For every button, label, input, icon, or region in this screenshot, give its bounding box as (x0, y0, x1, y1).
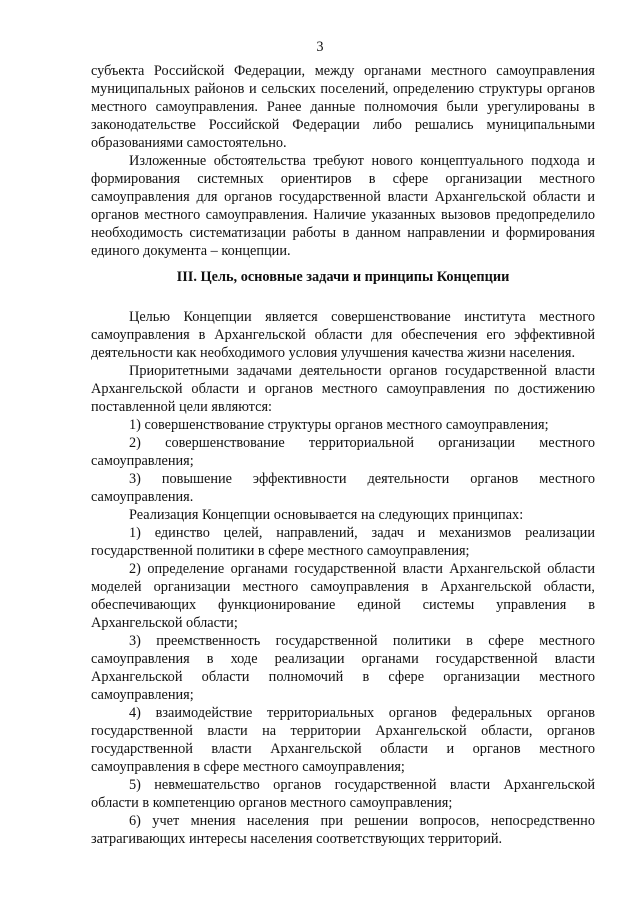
paragraph: Реализация Концепции основывается на следующих принципах: (129, 507, 524, 523)
paragraph: Изложенные обстоятельства требуют нового концептуального подхода и формирования системных ориентиров в сфере организации местного самоуправления для органов государственной власти Архангельской области и органов местного самоуправления. Наличие указанных вызовов предопределило необходимость систематизации работы в данном направлении и формирования единого документа – концепции. (91, 153, 595, 259)
list-item: 3) преемственность государственной политики в сфере местного самоуправления в ходе реализации органами государственной власти Архангельской области полномочий в сфере организации местного самоуправления; (91, 633, 595, 703)
paragraph: субъекта Российской Федерации, между органами местного самоуправления муниципальных районов и сельских поселений, определению структуры органов местного самоуправления. Ранее данные полномочия были урегулированы в законодательстве Российской Федерации либо решались муниципальными образованиями самостоятельно. (91, 63, 595, 151)
list-item: 2) совершенствование территориальной организации местного самоуправления; (91, 435, 595, 469)
paragraph: Приоритетными задачами деятельности органов государственной власти Архангельской области и органов местного самоуправления по достижению поставленной цели являются: (91, 363, 595, 415)
page-number: 3 (316, 39, 324, 55)
paragraph: Целью Концепции является совершенствование института местного самоуправления в Архангельской области для обеспечения его эффективной деятельности как необходимого условия улучшения качества жизни населения. (91, 309, 595, 361)
list-item: 4) взаимодействие территориальных органов федеральных органов государственной власти на территории Архангельской области, органов государственной власти Архангельской области и органов местного самоуправления в сфере местного самоуправления; (91, 705, 595, 775)
list-item: 6) учет мнения населения при решении вопросов, непосредственно затрагивающих интересы населения соответствующих территорий. (91, 813, 595, 847)
top-text (91, 62, 595, 260)
body-text (91, 308, 595, 848)
list-item: 3) повышение эффективности деятельности органов местного самоуправления. (91, 471, 595, 505)
list-item: 5) невмешательство органов государственной власти Архангельской области в компетенцию органов местного самоуправления; (91, 777, 595, 811)
list-item: 1) совершенствование структуры органов местного самоуправления; (129, 417, 549, 433)
list-item: 2) определение органами государственной власти Архангельской области моделей организации местного самоуправления в Архангельской области, обеспечивающих функционирование единой системы управления в Архангельской области; (91, 561, 595, 631)
list-item: 1) единство целей, направлений, задач и механизмов реализации государственной политики в сфере местного самоуправления; (91, 525, 595, 559)
section-title: III. Цель, основные задачи и принципы Концепции (176, 269, 510, 285)
